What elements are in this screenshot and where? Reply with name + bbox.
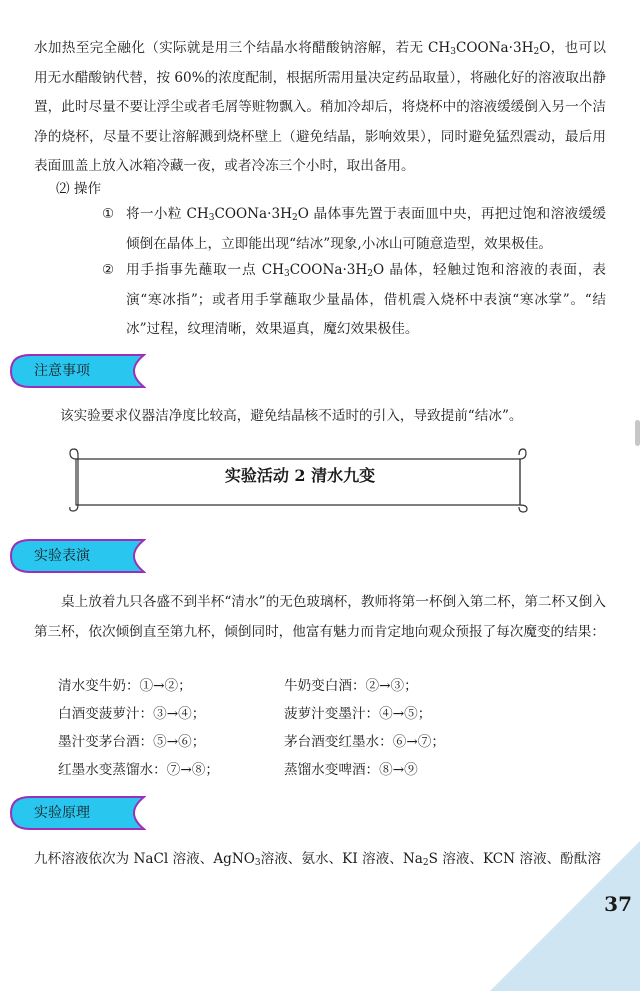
section-title: 注意事项 (34, 363, 90, 379)
change-item: 菠萝汁变墨汁：④→⑤； (284, 706, 432, 722)
subscript: 3 (450, 47, 456, 57)
subscript: 2 (422, 858, 429, 868)
page-number: 37 (604, 892, 632, 916)
demo-text: 桌上放着九只各盛不到半杯“清水”的无色玻璃杯，教师将第一杯倒入第二杯，第二杯又倒入第三杯，依次倾倒直至第九杯，倾倒同时，他富有魅力而肯定地向观众预报了每次魔变的结果： (34, 594, 606, 640)
text-run: COONa·3H (289, 262, 368, 278)
change-item: 墨汁变茅台酒：⑤→⑥； (58, 734, 206, 750)
text-run: 水加热至完全融化（实际就是用三个结晶水将醋酸钠溶解，若无 CH (34, 40, 451, 56)
subscript: 2 (291, 213, 298, 223)
section-badge-demo (8, 537, 146, 575)
activity-title: 实验活动 2 清水九变 (224, 466, 376, 485)
text-run: COONa·3H (214, 206, 292, 222)
preparation-paragraph (34, 34, 606, 182)
text-run: O 晶体事先置于表面皿中央，再把过饱和溶液缓缓倾倒在晶体上，立即能出现“结冰”现象,小冰山可随意造型，效果极佳。 (126, 206, 607, 252)
subscript: 3 (254, 858, 261, 868)
subscript: 3 (208, 213, 215, 223)
section-badge-notes (8, 352, 146, 390)
change-item: 牛奶变白酒：②→③； (284, 678, 418, 694)
subscript: 3 (284, 269, 290, 279)
text-run: 九杯溶液依次为 NaCl 溶液、AgNO (34, 851, 255, 867)
corner-decoration (490, 841, 640, 991)
change-item: 清水变牛奶：①→②； (58, 678, 192, 694)
item-text (126, 256, 606, 345)
notes-text: 该实验要求仪器洁净度比较高，避免结晶核不适时的引入，导致提前“结冰”。 (60, 408, 523, 424)
section-title: 实验原理 (34, 805, 90, 821)
text-run: O，也可以用无水醋酸钠代替，按 60%的浓度配制，根据所需用量决定药品取量），将融化好的溶液取出静置，此时尽量不要让浮尘或者毛屑等赃物飘入。稍加冷却后，将烧杯中的溶液缓缓倒入另一个洁净的烧杯，尽量不要让溶解溅到烧杯壁上（避免结晶，影响效果），同时避免猛烈震动，最后用表面皿盖上放入冰箱冷藏一夜，或者冷冻三个小时，取出备用。 (34, 40, 606, 174)
text-run: 溶液、氨水、KI 溶液、Na (260, 851, 423, 867)
operation-item-1 (102, 200, 606, 259)
item-text (126, 200, 606, 259)
text-run: 将一小粒 CH (126, 206, 209, 222)
item-number: ① (102, 206, 115, 222)
text-run: 用手指事先蘸取一点 CH (126, 262, 285, 278)
operation-item-2 (102, 256, 606, 345)
text-run: S 溶液、KCN 溶液、酚酞溶 (428, 851, 601, 867)
activity-scroll-banner (68, 447, 532, 513)
subscript: 2 (533, 47, 540, 57)
change-item: 白酒变菠萝汁：③→④； (58, 706, 206, 722)
text-run: COONa·3H (455, 40, 534, 56)
section-title: 实验表演 (34, 548, 90, 564)
change-item: 红墨水变蒸馏水：⑦→⑧； (58, 762, 219, 778)
item-number: ② (102, 262, 115, 278)
change-item: 茅台酒变红墨水：⑥→⑦； (284, 734, 445, 750)
change-item: 蒸馏水变啤酒：⑧→⑨ (284, 762, 418, 778)
subscript: 2 (367, 269, 373, 279)
operation-heading: ⑵ 操作 (56, 181, 102, 197)
text-run: O 晶体，轻触过饱和溶液的表面，表演“寒冰指”；或者用手掌蘸取少量晶体，借机震入烧杯中表演“寒冰掌”。“结冰”过程，纹理清晰，效果逼真，魔幻效果极佳。 (126, 262, 607, 337)
scrollbar-thumb[interactable] (635, 420, 640, 446)
section-badge-principle (8, 794, 146, 832)
